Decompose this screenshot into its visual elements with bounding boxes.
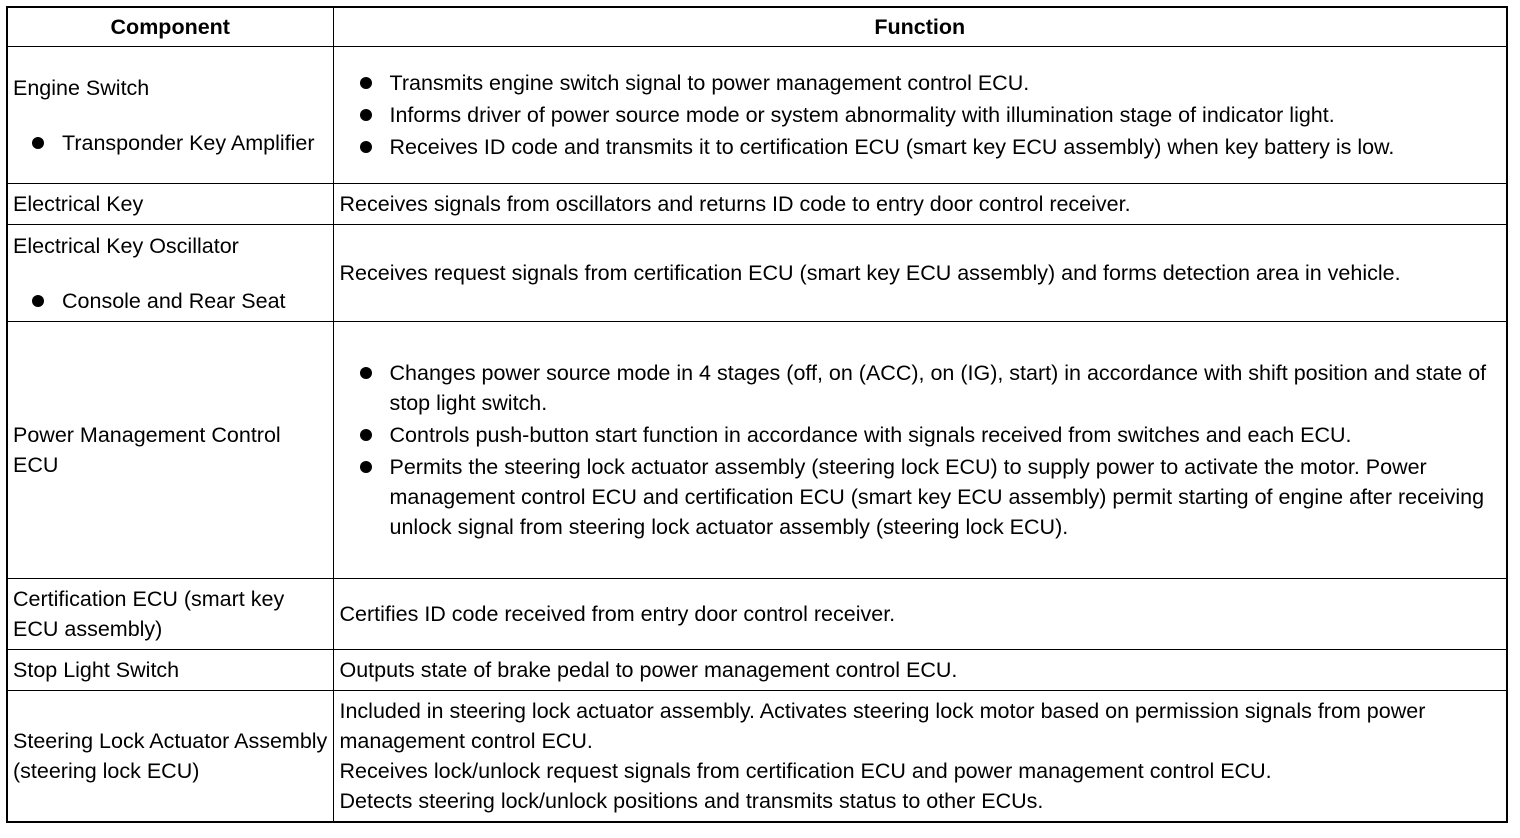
function-item <box>340 420 1501 450</box>
function-item <box>340 100 1501 130</box>
table-row <box>7 691 1507 823</box>
component-name: Engine Switch <box>13 75 150 100</box>
sub-component-item <box>13 128 329 158</box>
component-name: Electrical Key Oscillator <box>13 233 239 258</box>
table-row <box>7 225 1507 322</box>
function-cell <box>333 691 1507 823</box>
component-function-table-wrapper <box>6 6 1506 823</box>
table-row <box>7 184 1507 225</box>
function-line: Included in steering lock actuator assembly. Activates steering lock motor based on permission signals from power management control ECU. <box>339 699 1426 753</box>
function-cell: Receives request signals from certification ECU (smart key ECU assembly) and forms detection area in vehicle. <box>333 225 1507 322</box>
function-text: Controls push-button start function in accordance with signals received from switches and each ECU. <box>389 423 1352 447</box>
function-item <box>340 452 1501 542</box>
table-row <box>7 650 1507 691</box>
function-list <box>340 68 1501 162</box>
function-item <box>340 132 1501 162</box>
bullet-icon <box>360 461 372 473</box>
component-cell: Power Management Control ECU <box>7 322 333 579</box>
sub-component-name: Console and Rear Seat <box>62 288 286 313</box>
function-cell: Outputs state of brake pedal to power management control ECU. <box>333 650 1507 691</box>
function-text: Permits the steering lock actuator assembly (steering lock ECU) to supply power to activate the motor. Power management control ECU and certification ECU (smart key ECU assembly) permit starting of engine after receiving unlock signal from steering lock actuator assembly (steering lock ECU). <box>389 455 1485 539</box>
function-cell: Certifies ID code received from entry door control receiver. <box>333 579 1507 650</box>
table-row <box>7 322 1507 579</box>
function-cell: Receives signals from oscillators and returns ID code to entry door control receiver. <box>333 184 1507 225</box>
function-text: Informs driver of power source mode or system abnormality with illumination stage of indicator light. <box>389 103 1335 127</box>
table-row <box>7 47 1507 184</box>
component-cell <box>7 225 333 322</box>
bullet-icon <box>32 137 44 149</box>
function-text: Transmits engine switch signal to power management control ECU. <box>389 71 1030 95</box>
function-item <box>340 68 1501 98</box>
function-cell <box>333 47 1507 184</box>
bullet-icon <box>360 367 372 379</box>
header-function: Function <box>333 7 1507 47</box>
component-cell: Certification ECU (smart key ECU assembly) <box>7 579 333 650</box>
component-cell: Stop Light Switch <box>7 650 333 691</box>
table-header-row <box>7 7 1507 47</box>
bullet-icon <box>360 109 372 121</box>
component-cell: Steering Lock Actuator Assembly (steering lock ECU) <box>7 691 333 823</box>
function-cell <box>333 322 1507 579</box>
function-item <box>340 358 1501 418</box>
bullet-icon <box>32 295 44 307</box>
bullet-icon <box>360 429 372 441</box>
function-line: Detects steering lock/unlock positions and transmits status to other ECUs. <box>339 789 1044 813</box>
sub-component-name: Transponder Key Amplifier <box>62 130 315 155</box>
component-cell: Electrical Key <box>7 184 333 225</box>
function-text: Receives ID code and transmits it to certification ECU (smart key ECU assembly) when key battery is low. <box>389 135 1395 159</box>
component-cell <box>7 47 333 184</box>
bullet-icon <box>360 77 372 89</box>
sub-component-item <box>13 286 329 316</box>
function-text: Changes power source mode in 4 stages (off, on (ACC), on (IG), start) in accordance with shift position and state of stop light switch. <box>389 361 1487 415</box>
table-row <box>7 579 1507 650</box>
function-list <box>340 358 1501 542</box>
function-line: Receives lock/unlock request signals from certification ECU and power management control ECU. <box>339 759 1272 783</box>
component-function-table <box>6 6 1508 823</box>
header-component: Component <box>7 7 333 47</box>
bullet-icon <box>360 141 372 153</box>
